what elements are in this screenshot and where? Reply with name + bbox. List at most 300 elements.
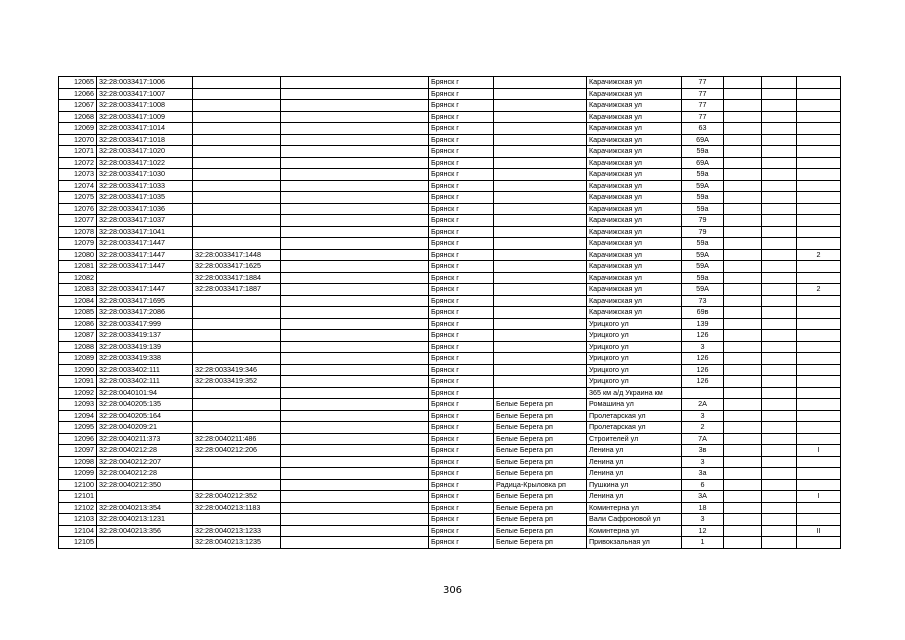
related-cadastral-number-cell	[193, 238, 281, 250]
cadastral-number-cell: 32:28:0033417:1447	[97, 238, 193, 250]
blank-cell	[762, 353, 797, 365]
row-number-cell: 12078	[59, 226, 97, 238]
extra-value-cell	[797, 537, 841, 549]
related-cadastral-number-cell: 32:28:0040212:352	[193, 491, 281, 503]
extra-value-cell	[797, 169, 841, 181]
house-number-cell: 3	[682, 514, 724, 526]
blank-cell	[281, 364, 429, 376]
house-number-cell: 2А	[682, 399, 724, 411]
street-cell: Карачижская ул	[587, 307, 682, 319]
related-cadastral-number-cell	[193, 203, 281, 215]
street-cell: Урицкого ул	[587, 353, 682, 365]
blank-cell	[724, 353, 762, 365]
table-row	[59, 284, 841, 296]
blank-cell	[281, 525, 429, 537]
related-cadastral-number-cell	[193, 226, 281, 238]
table-row	[59, 238, 841, 250]
blank-cell	[724, 387, 762, 399]
row-number-cell: 12084	[59, 295, 97, 307]
blank-cell	[762, 399, 797, 411]
blank-cell	[281, 146, 429, 158]
table-row	[59, 307, 841, 319]
city-cell: Брянск г	[429, 157, 494, 169]
row-number-cell: 12071	[59, 146, 97, 158]
extra-value-cell	[797, 226, 841, 238]
table-row	[59, 456, 841, 468]
house-number-cell: 77	[682, 77, 724, 89]
settlement-cell: Белые Берега рп	[494, 433, 587, 445]
row-number-cell: 12098	[59, 456, 97, 468]
blank-cell	[762, 307, 797, 319]
city-cell: Брянск г	[429, 77, 494, 89]
settlement-cell	[494, 272, 587, 284]
blank-cell	[281, 77, 429, 89]
settlement-cell: Белые Берега рп	[494, 502, 587, 514]
cadastral-number-cell: 32:28:0033417:2086	[97, 307, 193, 319]
house-number-cell: 59А	[682, 284, 724, 296]
blank-cell	[762, 376, 797, 388]
house-number-cell: 77	[682, 100, 724, 112]
table-row	[59, 111, 841, 123]
blank-cell	[762, 387, 797, 399]
row-number-cell: 12089	[59, 353, 97, 365]
blank-cell	[762, 537, 797, 549]
related-cadastral-number-cell	[193, 468, 281, 480]
related-cadastral-number-cell: 32:28:0033417:1884	[193, 272, 281, 284]
cadastral-number-cell: 32:28:0033417:1030	[97, 169, 193, 181]
extra-value-cell	[797, 468, 841, 480]
house-number-cell: 7А	[682, 433, 724, 445]
street-cell: Пушкина ул	[587, 479, 682, 491]
blank-cell	[724, 261, 762, 273]
table-row	[59, 445, 841, 457]
extra-value-cell	[797, 456, 841, 468]
street-cell: Карачижская ул	[587, 111, 682, 123]
row-number-cell: 12069	[59, 123, 97, 135]
house-number-cell	[682, 387, 724, 399]
row-number-cell: 12100	[59, 479, 97, 491]
street-cell: Карачижская ул	[587, 146, 682, 158]
street-cell: Ромашина ул	[587, 399, 682, 411]
blank-cell	[762, 410, 797, 422]
blank-cell	[724, 502, 762, 514]
blank-cell	[724, 238, 762, 250]
city-cell: Брянск г	[429, 261, 494, 273]
house-number-cell: 59а	[682, 272, 724, 284]
table-row	[59, 353, 841, 365]
extra-value-cell: 2	[797, 249, 841, 261]
related-cadastral-number-cell	[193, 318, 281, 330]
table-row	[59, 318, 841, 330]
extra-value-cell	[797, 307, 841, 319]
city-cell: Брянск г	[429, 468, 494, 480]
extra-value-cell	[797, 77, 841, 89]
city-cell: Брянск г	[429, 192, 494, 204]
street-cell: Карачижская ул	[587, 261, 682, 273]
city-cell: Брянск г	[429, 295, 494, 307]
related-cadastral-number-cell	[193, 134, 281, 146]
city-cell: Брянск г	[429, 537, 494, 549]
row-number-cell: 12066	[59, 88, 97, 100]
house-number-cell: 59а	[682, 238, 724, 250]
row-number-cell: 12065	[59, 77, 97, 89]
extra-value-cell: 2	[797, 284, 841, 296]
blank-cell	[762, 169, 797, 181]
blank-cell	[724, 514, 762, 526]
table-row	[59, 192, 841, 204]
street-cell: Урицкого ул	[587, 318, 682, 330]
house-number-cell: 3	[682, 341, 724, 353]
city-cell: Брянск г	[429, 364, 494, 376]
city-cell: Брянск г	[429, 479, 494, 491]
table-row	[59, 376, 841, 388]
related-cadastral-number-cell	[193, 387, 281, 399]
street-cell: Карачижская ул	[587, 157, 682, 169]
house-number-cell: 69А	[682, 134, 724, 146]
blank-cell	[281, 445, 429, 457]
table-row	[59, 330, 841, 342]
extra-value-cell	[797, 376, 841, 388]
related-cadastral-number-cell: 32:28:0033417:1625	[193, 261, 281, 273]
related-cadastral-number-cell: 32:28:0040212:206	[193, 445, 281, 457]
blank-cell	[724, 88, 762, 100]
blank-cell	[762, 215, 797, 227]
blank-cell	[724, 180, 762, 192]
extra-value-cell	[797, 410, 841, 422]
blank-cell	[762, 433, 797, 445]
house-number-cell: 3А	[682, 491, 724, 503]
cadastral-number-cell: 32:28:0040212:350	[97, 479, 193, 491]
city-cell: Брянск г	[429, 238, 494, 250]
related-cadastral-number-cell	[193, 100, 281, 112]
blank-cell	[724, 157, 762, 169]
related-cadastral-number-cell	[193, 341, 281, 353]
settlement-cell: Белые Берега рп	[494, 537, 587, 549]
house-number-cell: 59А	[682, 180, 724, 192]
table-row	[59, 123, 841, 135]
table-row	[59, 77, 841, 89]
extra-value-cell	[797, 203, 841, 215]
table-body	[59, 77, 841, 549]
city-cell: Брянск г	[429, 422, 494, 434]
extra-value-cell	[797, 514, 841, 526]
house-number-cell: 126	[682, 376, 724, 388]
cadastral-number-cell: 32:28:0033417:1007	[97, 88, 193, 100]
extra-value-cell	[797, 157, 841, 169]
extra-value-cell	[797, 502, 841, 514]
settlement-cell: Белые Берега рп	[494, 456, 587, 468]
street-cell: Карачижская ул	[587, 169, 682, 181]
blank-cell	[762, 249, 797, 261]
street-cell: Пролетарская ул	[587, 422, 682, 434]
blank-cell	[281, 284, 429, 296]
blank-cell	[762, 261, 797, 273]
street-cell: Карачижская ул	[587, 249, 682, 261]
street-cell: Ленина ул	[587, 456, 682, 468]
row-number-cell: 12105	[59, 537, 97, 549]
related-cadastral-number-cell: 32:28:0033419:352	[193, 376, 281, 388]
settlement-cell	[494, 330, 587, 342]
related-cadastral-number-cell	[193, 77, 281, 89]
blank-cell	[724, 537, 762, 549]
related-cadastral-number-cell	[193, 410, 281, 422]
blank-cell	[281, 295, 429, 307]
extra-value-cell	[797, 318, 841, 330]
blank-cell	[724, 445, 762, 457]
related-cadastral-number-cell: 32:28:0040211:486	[193, 433, 281, 445]
table-row	[59, 203, 841, 215]
blank-cell	[762, 295, 797, 307]
house-number-cell: 73	[682, 295, 724, 307]
cadastral-number-cell: 32:28:0033417:1447	[97, 284, 193, 296]
row-number-cell: 12096	[59, 433, 97, 445]
extra-value-cell	[797, 238, 841, 250]
table-row	[59, 180, 841, 192]
city-cell: Брянск г	[429, 307, 494, 319]
blank-cell	[762, 100, 797, 112]
city-cell: Брянск г	[429, 88, 494, 100]
blank-cell	[724, 226, 762, 238]
row-number-cell: 12073	[59, 169, 97, 181]
street-cell: Коминтерна ул	[587, 502, 682, 514]
settlement-cell	[494, 146, 587, 158]
city-cell: Брянск г	[429, 100, 494, 112]
settlement-cell	[494, 353, 587, 365]
house-number-cell: 126	[682, 364, 724, 376]
cadastral-number-cell: 32:28:0040205:135	[97, 399, 193, 411]
street-cell: Ленина ул	[587, 491, 682, 503]
row-number-cell: 12081	[59, 261, 97, 273]
settlement-cell	[494, 77, 587, 89]
related-cadastral-number-cell	[193, 353, 281, 365]
settlement-cell	[494, 387, 587, 399]
extra-value-cell	[797, 88, 841, 100]
related-cadastral-number-cell: 32:28:0040213:1183	[193, 502, 281, 514]
blank-cell	[724, 456, 762, 468]
table-row	[59, 433, 841, 445]
cadastral-number-cell: 32:28:0040213:1231	[97, 514, 193, 526]
extra-value-cell: II	[797, 525, 841, 537]
street-cell: Карачижская ул	[587, 88, 682, 100]
cadastral-number-cell: 32:28:0033419:139	[97, 341, 193, 353]
row-number-cell: 12067	[59, 100, 97, 112]
table-row	[59, 468, 841, 480]
extra-value-cell	[797, 272, 841, 284]
table-row	[59, 514, 841, 526]
table-row	[59, 272, 841, 284]
settlement-cell: Радица-Крыловка рп	[494, 479, 587, 491]
settlement-cell	[494, 226, 587, 238]
row-number-cell: 12091	[59, 376, 97, 388]
street-cell: Карачижская ул	[587, 134, 682, 146]
row-number-cell: 12085	[59, 307, 97, 319]
cadastral-number-cell: 32:28:0033417:1008	[97, 100, 193, 112]
table-row	[59, 134, 841, 146]
house-number-cell: 59А	[682, 249, 724, 261]
settlement-cell	[494, 100, 587, 112]
row-number-cell: 12099	[59, 468, 97, 480]
blank-cell	[724, 100, 762, 112]
cadastral-number-cell: 32:28:0033417:1035	[97, 192, 193, 204]
blank-cell	[762, 525, 797, 537]
blank-cell	[281, 537, 429, 549]
settlement-cell	[494, 215, 587, 227]
blank-cell	[724, 146, 762, 158]
blank-cell	[762, 134, 797, 146]
settlement-cell	[494, 249, 587, 261]
blank-cell	[762, 146, 797, 158]
city-cell: Брянск г	[429, 180, 494, 192]
blank-cell	[281, 456, 429, 468]
blank-cell	[281, 307, 429, 319]
related-cadastral-number-cell	[193, 479, 281, 491]
settlement-cell	[494, 111, 587, 123]
blank-cell	[724, 479, 762, 491]
blank-cell	[724, 77, 762, 89]
blank-cell	[281, 249, 429, 261]
street-cell: Карачижская ул	[587, 284, 682, 296]
row-number-cell: 12070	[59, 134, 97, 146]
blank-cell	[724, 203, 762, 215]
table-row	[59, 169, 841, 181]
blank-cell	[724, 525, 762, 537]
street-cell: Карачижская ул	[587, 238, 682, 250]
city-cell: Брянск г	[429, 410, 494, 422]
related-cadastral-number-cell	[193, 422, 281, 434]
blank-cell	[281, 376, 429, 388]
cadastral-number-cell: 32:28:0033417:1020	[97, 146, 193, 158]
blank-cell	[724, 341, 762, 353]
blank-cell	[762, 514, 797, 526]
settlement-cell: Белые Берега рп	[494, 468, 587, 480]
city-cell: Брянск г	[429, 514, 494, 526]
blank-cell	[281, 491, 429, 503]
blank-cell	[724, 330, 762, 342]
row-number-cell: 12072	[59, 157, 97, 169]
settlement-cell: Белые Берега рп	[494, 422, 587, 434]
blank-cell	[281, 111, 429, 123]
related-cadastral-number-cell	[193, 123, 281, 135]
settlement-cell: Белые Берега рп	[494, 399, 587, 411]
cadastral-number-cell: 32:28:0033417:999	[97, 318, 193, 330]
extra-value-cell	[797, 330, 841, 342]
blank-cell	[281, 479, 429, 491]
row-number-cell: 12077	[59, 215, 97, 227]
row-number-cell: 12092	[59, 387, 97, 399]
settlement-cell	[494, 364, 587, 376]
extra-value-cell	[797, 341, 841, 353]
city-cell: Брянск г	[429, 399, 494, 411]
blank-cell	[724, 134, 762, 146]
blank-cell	[281, 502, 429, 514]
row-number-cell: 12076	[59, 203, 97, 215]
cadastral-number-cell	[97, 491, 193, 503]
cadastral-number-cell: 32:28:0033417:1006	[97, 77, 193, 89]
table-row	[59, 537, 841, 549]
street-cell: Карачижская ул	[587, 203, 682, 215]
row-number-cell: 12094	[59, 410, 97, 422]
blank-cell	[762, 330, 797, 342]
blank-cell	[724, 272, 762, 284]
house-number-cell: 126	[682, 330, 724, 342]
extra-value-cell	[797, 180, 841, 192]
cadastral-number-cell: 32:28:0040211:373	[97, 433, 193, 445]
blank-cell	[762, 272, 797, 284]
blank-cell	[762, 226, 797, 238]
city-cell: Брянск г	[429, 341, 494, 353]
table-row	[59, 502, 841, 514]
extra-value-cell	[797, 433, 841, 445]
cadastral-number-cell: 32:28:0040212:207	[97, 456, 193, 468]
blank-cell	[762, 88, 797, 100]
extra-value-cell	[797, 422, 841, 434]
blank-cell	[762, 203, 797, 215]
blank-cell	[281, 100, 429, 112]
settlement-cell: Белые Берега рп	[494, 410, 587, 422]
settlement-cell	[494, 238, 587, 250]
table-row	[59, 226, 841, 238]
table-row	[59, 157, 841, 169]
cadastral-number-cell: 32:28:0040209:21	[97, 422, 193, 434]
blank-cell	[281, 134, 429, 146]
related-cadastral-number-cell	[193, 157, 281, 169]
extra-value-cell	[797, 146, 841, 158]
related-cadastral-number-cell	[193, 215, 281, 227]
blank-cell	[724, 433, 762, 445]
street-cell: Карачижская ул	[587, 123, 682, 135]
blank-cell	[281, 341, 429, 353]
related-cadastral-number-cell	[193, 330, 281, 342]
street-cell: Ленина ул	[587, 468, 682, 480]
settlement-cell	[494, 123, 587, 135]
related-cadastral-number-cell: 32:28:0033417:1887	[193, 284, 281, 296]
blank-cell	[281, 169, 429, 181]
street-cell: Карачижская ул	[587, 192, 682, 204]
cadastral-number-cell	[97, 272, 193, 284]
house-number-cell: 3в	[682, 445, 724, 457]
related-cadastral-number-cell	[193, 307, 281, 319]
row-number-cell: 12101	[59, 491, 97, 503]
settlement-cell	[494, 284, 587, 296]
house-number-cell: 59А	[682, 261, 724, 273]
street-cell: Привокзальная ул	[587, 537, 682, 549]
table-row	[59, 491, 841, 503]
blank-cell	[281, 157, 429, 169]
street-cell: Карачижская ул	[587, 100, 682, 112]
settlement-cell: Белые Берега рп	[494, 514, 587, 526]
extra-value-cell	[797, 192, 841, 204]
blank-cell	[762, 468, 797, 480]
blank-cell	[281, 203, 429, 215]
city-cell: Брянск г	[429, 203, 494, 215]
blank-cell	[281, 399, 429, 411]
table-row	[59, 479, 841, 491]
blank-cell	[762, 238, 797, 250]
related-cadastral-number-cell	[193, 295, 281, 307]
extra-value-cell: I	[797, 491, 841, 503]
row-number-cell: 12075	[59, 192, 97, 204]
table-row	[59, 146, 841, 158]
house-number-cell: 126	[682, 353, 724, 365]
extra-value-cell	[797, 399, 841, 411]
cadastral-number-cell: 32:28:0033419:137	[97, 330, 193, 342]
street-cell: Ленина ул	[587, 445, 682, 457]
row-number-cell: 12093	[59, 399, 97, 411]
extra-value-cell	[797, 261, 841, 273]
city-cell: Брянск г	[429, 123, 494, 135]
city-cell: Брянск г	[429, 249, 494, 261]
city-cell: Брянск г	[429, 353, 494, 365]
